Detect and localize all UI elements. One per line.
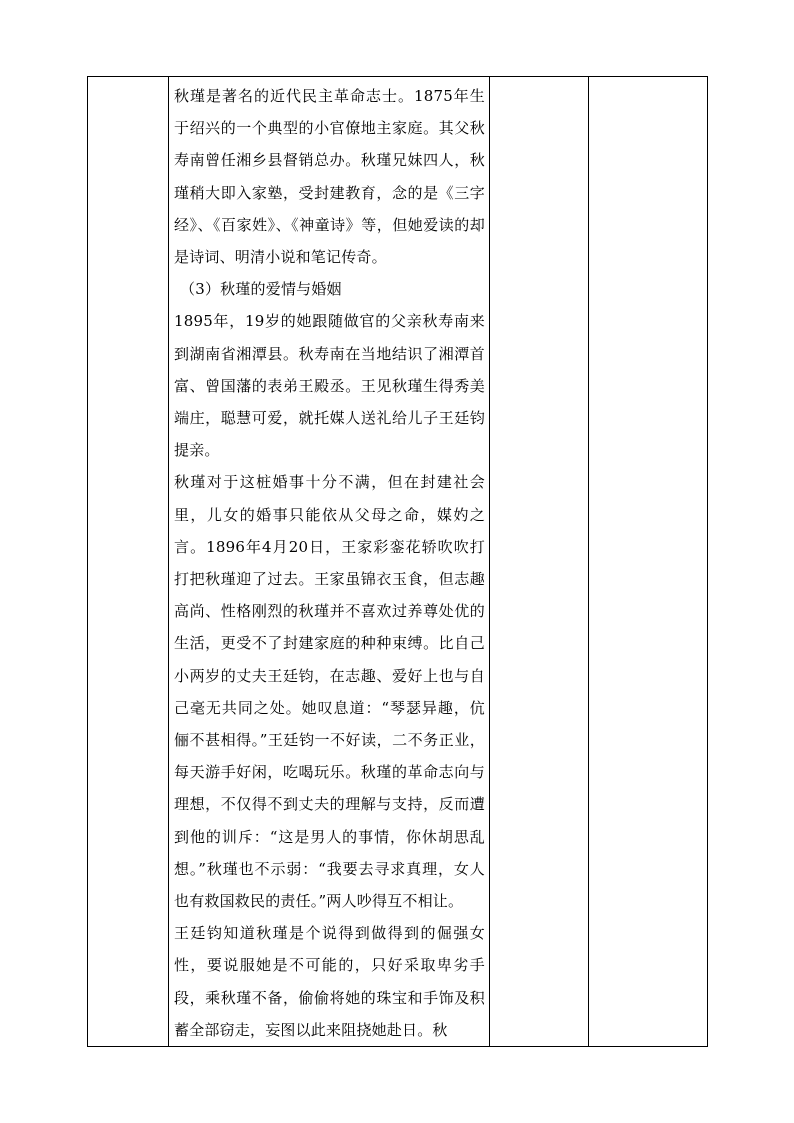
paragraph-background: 秋瑾是著名的近代民主革命志士。1875年生于绍兴的一个典型的小官僚地主家庭。其父秋寿南曾任湘乡县督销总办。秋瑾兄妹四人，秋瑾稍大即入家塾，受封建教育，念的是《三字经》、《百家姓》、《神童诗》等，但她爱读的却是诗词、明清小说和笔记传奇。 (174, 87, 485, 267)
table-cell-col1 (88, 77, 169, 1047)
section-heading-love-marriage: （3）秋瑾的爱情与婚姻 (180, 280, 342, 299)
table-cell-content (169, 77, 490, 1047)
table-cell-col3 (490, 77, 589, 1047)
paragraph-move-to-xiangtan: 1895年，19岁的她跟随做官的父亲秋寿南来到湖南省湘潭县。秋寿南在当地结识了湘潭首富、曾国藩的表弟王殿丞。王见秋瑾生得秀美端庄，聪慧可爱，就托媒人送礼给儿子王廷钧提亲。 (174, 312, 485, 460)
table-row (88, 77, 708, 1047)
table-cell-col4 (589, 77, 708, 1047)
paragraph-marriage: 秋瑾对于这桩婚事十分不满，但在封建社会里，儿女的婚事只能依从父母之命，媒妁之言。1896年4月20日，王家彩銮花轿吹吹打打把秋瑾迎了过去。王家虽锦衣玉食，但志趣高尚、性格刚烈的秋瑾并不喜欢过养尊处优的生活，更受不了封建家庭的种种束缚。比自己小两岁的丈夫王廷钧，在志趣、爱好上也与自己毫无共同之处。她叹息道：“琴瑟异趣，伉俪不甚相得。”王廷钧一不好读，二不务正业，每天游手好闲，吃喝玩乐。秋瑾的革命志向与理想，不仅得不到丈夫的理解与支持，反而遭到他的训斥：“这是男人的事情，你休胡思乱想。”秋瑾也不示弱：“我要去寻求真理，女人也有救国救民的责任。”两人吵得互不相让。 (174, 473, 485, 911)
lesson-table (87, 76, 708, 1047)
paragraph-theft: 王廷钧知道秋瑾是个说得到做得到的倔强女性，要说服她是不可能的，只好采取卑劣手段，乘秋瑾不备，偷偷将她的珠宝和手饰及积蓄全部窃走，妄图以此来阻挠她赴日。秋 (174, 924, 485, 1039)
content-text-block (169, 77, 489, 1046)
